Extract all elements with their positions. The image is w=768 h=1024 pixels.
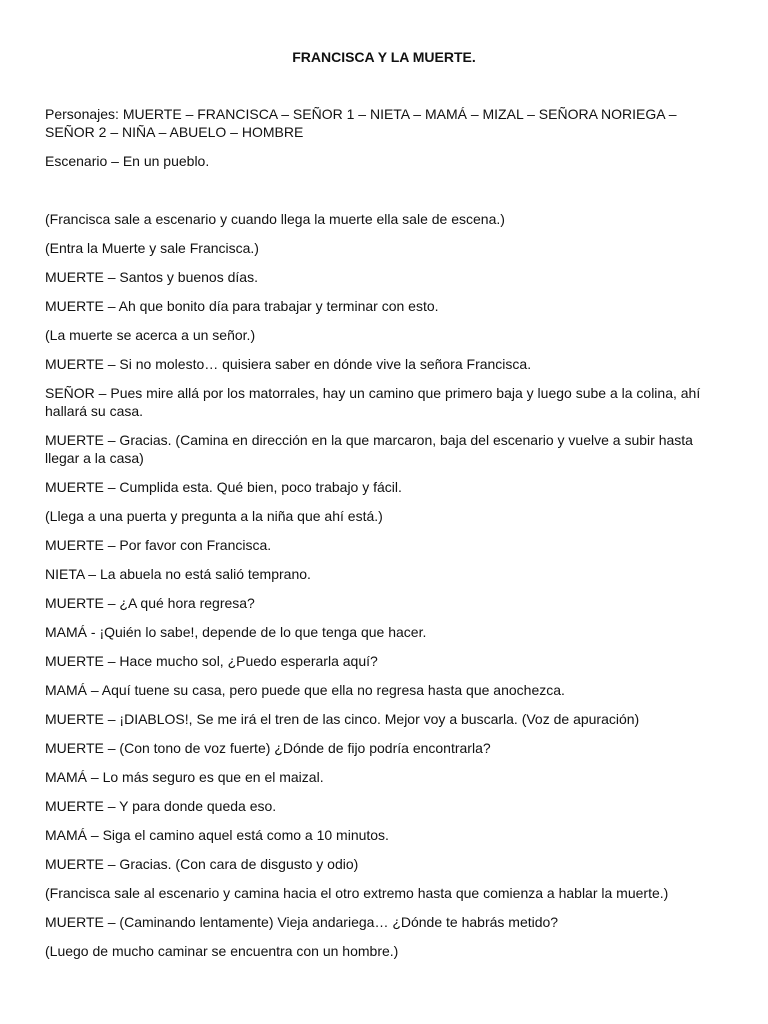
paragraph: MUERTE – Cumplida esta. Qué bien, poco trabajo y fácil. [45, 479, 402, 495]
paragraph: NIETA – La abuela no está salió temprano. [45, 566, 311, 582]
paragraph: (Llega a una puerta y pregunta a la niña que ahí está.) [45, 508, 383, 524]
document-body [45, 105, 725, 971]
paragraph: (Entra la Muerte y sale Francisca.) [45, 240, 259, 256]
paragraph-setting: Escenario – En un pueblo. [45, 153, 210, 169]
paragraph-characters: Personajes: MUERTE – FRANCISCA – SEÑOR 1 – NIETA – MAMÁ – MIZAL – SEÑORA NORIEGA – SEÑOR 2 – NIÑA – ABUELO – HOMBRE [45, 106, 677, 140]
paragraph: MUERTE – Por favor con Francisca. [45, 537, 272, 553]
paragraph: MUERTE – ¿A qué hora regresa? [45, 595, 255, 611]
paragraph: MUERTE – (Caminando lentamente) Vieja andariega… ¿Dónde te habrás metido? [45, 914, 559, 930]
paragraph: MUERTE – Ah que bonito día para trabajar y terminar con esto. [45, 298, 439, 314]
paragraph: MUERTE – (Con tono de voz fuerte) ¿Dónde de fijo podría encontrarla? [45, 740, 491, 756]
paragraph: MUERTE – Gracias. (Con cara de disgusto y odio) [45, 856, 359, 872]
paragraph: MAMÁ – Lo más seguro es que en el maizal. [45, 769, 324, 785]
paragraph: MUERTE – Y para donde queda eso. [45, 798, 277, 814]
paragraph: MAMÁ – Aquí tuene su casa, pero puede que ella no regresa hasta que anochezca. [45, 682, 565, 698]
paragraph: MUERTE – Hace mucho sol, ¿Puedo esperarla aquí? [45, 653, 378, 669]
paragraph: SEÑOR – Pues mire allá por los matorrales, hay un camino que primero baja y luego sube a la colina, ahí hallará su casa. [45, 385, 701, 419]
paragraph: MUERTE – Gracias. (Camina en dirección en la que marcaron, baja del escenario y vuelve a subir hasta llegar a la casa) [45, 432, 693, 466]
paragraph: (La muerte se acerca a un señor.) [45, 327, 256, 343]
paragraph: MUERTE – Santos y buenos días. [45, 269, 258, 285]
paragraph: MAMÁ – Siga el camino aquel está como a 10 minutos. [45, 827, 389, 843]
paragraph: MUERTE – ¡DIABLOS!, Se me irá el tren de las cinco. Mejor voy a buscarla. (Voz de apuración) [45, 711, 640, 727]
paragraph: (Francisca sale a escenario y cuando llega la muerte ella sale de escena.) [45, 211, 505, 227]
paragraph: (Luego de mucho caminar se encuentra con un hombre.) [45, 943, 399, 959]
paragraph: MUERTE – Si no molesto… quisiera saber en dónde vive la señora Francisca. [45, 356, 532, 372]
document-title: FRANCISCA Y LA MUERTE. [292, 49, 476, 65]
paragraph: MAMÁ - ¡Quién lo sabe!, depende de lo que tenga que hacer. [45, 624, 427, 640]
paragraph: (Francisca sale al escenario y camina hacia el otro extremo hasta que comienza a hablar la muerte.) [45, 885, 669, 901]
